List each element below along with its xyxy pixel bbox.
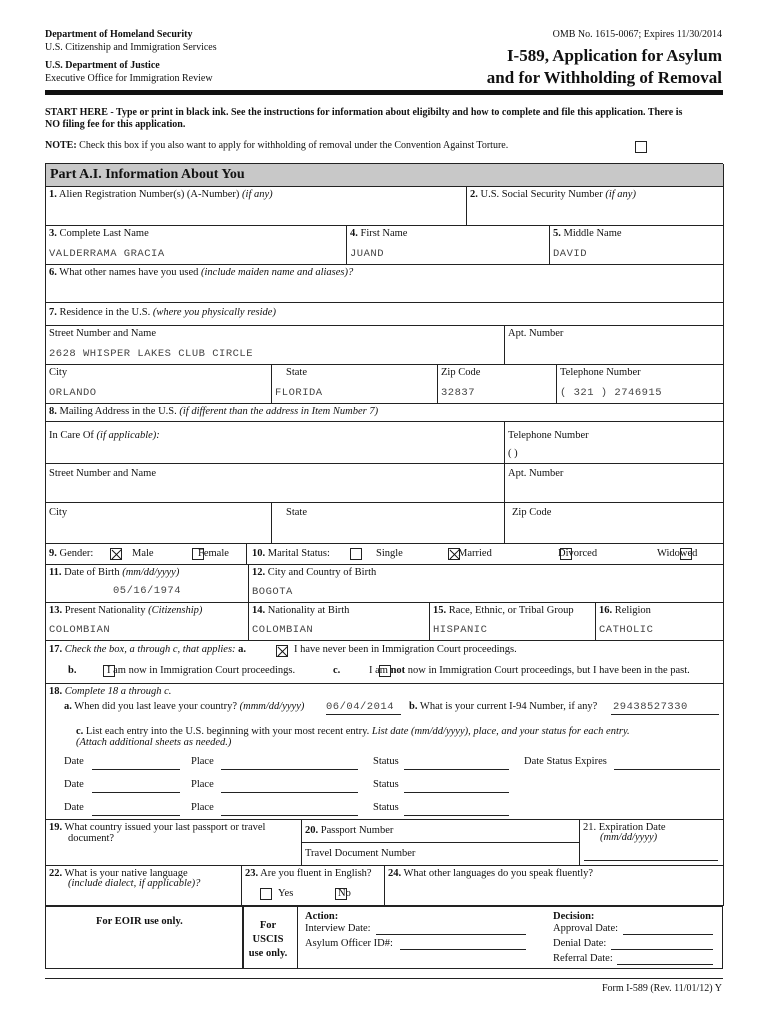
- part-title: Part A.I. Information About You: [50, 167, 245, 182]
- travel-doc-cell[interactable]: Travel Document Number: [302, 843, 580, 866]
- uscis-use-label: For USCIS use only.: [248, 920, 288, 959]
- religion-value: CATHOLIC: [599, 624, 654, 636]
- agency-doj: U.S. Department of Justice: [45, 60, 160, 71]
- cat-withholding-checkbox[interactable]: [635, 141, 647, 153]
- nationality-cell[interactable]: 13. Present Nationality (Citizenship) COLOMBIAN: [46, 603, 249, 641]
- dob-value: 05/16/1974: [113, 585, 182, 597]
- residence-city-cell[interactable]: City ORLANDO: [46, 365, 272, 404]
- mailing-street-cell[interactable]: Street Number and Name: [46, 464, 505, 503]
- approval-date-line[interactable]: [623, 934, 713, 935]
- birth-nationality-value: COLOMBIAN: [252, 624, 314, 636]
- gender-cell: 9. Gender: Male Female: [46, 544, 247, 565]
- officer-id-line[interactable]: [400, 949, 526, 950]
- native-language-cell[interactable]: 22. What is your native language (include dialect, if applicable)?: [46, 866, 242, 906]
- form-title-line1: I-589, Application for Asylum: [506, 46, 722, 65]
- nationality-value: COLOMBIAN: [49, 624, 111, 636]
- residence-street-cell[interactable]: Street Number and Name 2628 WHISPER LAKES CLUB CIRCLE: [46, 326, 505, 365]
- note-label: NOTE:: [45, 140, 77, 151]
- denial-date-label: Denial Date:: [553, 938, 607, 949]
- part-header: [46, 164, 724, 187]
- uscis-divider-right: [297, 907, 298, 969]
- note-line: [45, 140, 508, 151]
- mailing-phone-blank: ( ): [508, 448, 518, 459]
- residence-city-value: ORLANDO: [49, 387, 97, 399]
- mailing-header-cell: 8. Mailing Address in the U.S. (if different than the address in Item Number 7): [46, 404, 724, 422]
- last-left-line: [326, 714, 401, 715]
- birth-city-cell[interactable]: 12. City and Country of Birth BOGOTA: [249, 565, 724, 603]
- birth-city-value: BOGOTA: [252, 586, 293, 598]
- residence-state-value: FLORIDA: [275, 387, 323, 399]
- middle-name-cell[interactable]: 5. Middle Name DAVID: [550, 226, 724, 265]
- i94-line: [611, 714, 719, 715]
- residence-street-value: 2628 WHISPER LAKES CLUB CIRCLE: [49, 348, 254, 360]
- agency-dhs: Department of Homeland Security: [45, 29, 193, 40]
- decision-label: Decision:: [553, 911, 595, 922]
- residence-zip-cell[interactable]: Zip Code 32837: [438, 365, 557, 404]
- other-names-cell[interactable]: 6. What other names have you used (include maiden name and aliases)?: [46, 265, 724, 303]
- gender-male-checkbox[interactable]: [110, 548, 122, 560]
- mailing-apt-cell[interactable]: Apt. Number: [505, 464, 724, 503]
- agency-eoir: Executive Office for Immigration Review: [45, 73, 213, 84]
- omb-number: OMB No. 1615-0067; Expires 11/30/2014: [552, 29, 722, 40]
- mailing-phone-cell[interactable]: Telephone Number ( ): [505, 422, 724, 464]
- referral-date-label: Referral Date:: [553, 953, 613, 964]
- agency-uscis: U.S. Citizenship and Immigration Services: [45, 42, 217, 53]
- race-value: HISPANIC: [433, 624, 488, 636]
- last-name-value: VALDERRAMA GRACIA: [49, 248, 165, 260]
- mailing-city-cell[interactable]: City: [46, 503, 272, 544]
- residence-header-cell: 7. Residence in the U.S. (where you physically reside): [46, 303, 724, 326]
- eoir-use-label: For EOIR use only.: [96, 916, 183, 927]
- passport-country-cell[interactable]: 19. What country issued your last passport or travel document?: [46, 820, 302, 866]
- passport-number-cell[interactable]: 20. Passport Number: [302, 820, 580, 843]
- form-title-line2: and for Withholding of Removal: [486, 68, 722, 87]
- entry-history-cell: 18. Complete 18 a through c. a. When did you last leave your country? (mmm/dd/yyyy) 06/04/2014 b. What is your current I-94 Number, if any? 29438527330 c. List each entry into the U.S. beginning with your most recent entry. List date (mm/dd/yyyy), place, and your status for each entry. (Attach additional sheets as needed.) Date Place Status Date Status Expires Date Place Status Date Place Status: [46, 684, 724, 820]
- form-id: Form I-589 (Rev. 11/01/12) Y: [602, 983, 722, 994]
- office-use-box: [45, 905, 723, 969]
- form-grid: [45, 163, 723, 905]
- marital-cell: 10. Marital Status: Single Married Divorced Widowed: [247, 544, 724, 565]
- note-text: Check this box if you also want to apply for withholding of removal under the Convention Against Torture.: [76, 140, 509, 151]
- race-cell[interactable]: 15. Race, Ethnic, or Tribal Group HISPANIC: [430, 603, 596, 641]
- last-left-value: 06/04/2014: [326, 701, 395, 713]
- residence-apt-cell[interactable]: Apt. Number: [505, 326, 724, 365]
- expiration-cell[interactable]: 21. Expiration Date (mm/dd/yyyy): [580, 820, 724, 866]
- other-languages-cell[interactable]: 24. What other languages do you speak fluently?: [385, 866, 724, 906]
- last-name-cell[interactable]: 3. Complete Last Name VALDERRAMA GRACIA: [46, 226, 347, 265]
- english-fluent-cell: 23. Are you fluent in English? Yes No: [242, 866, 385, 906]
- header-rule: [45, 90, 723, 95]
- action-label: Action:: [305, 911, 339, 922]
- footer-rule: [45, 978, 723, 979]
- residence-zip-value: 32837: [441, 387, 476, 399]
- approval-date-label: Approval Date:: [553, 923, 619, 934]
- alien-number-cell[interactable]: 1. Alien Registration Number(s) (A-Number) (if any): [46, 187, 467, 226]
- residence-phone-cell[interactable]: Telephone Number ( 321 ) 2746915: [557, 365, 724, 404]
- residence-state-cell[interactable]: State FLORIDA: [272, 365, 438, 404]
- interview-date-line[interactable]: [376, 934, 526, 935]
- start-here-text: START HERE - Type or print in black ink. See the instructions for information about eligibilty and how to complete and file this application. There is NO filing fee for this application.: [45, 107, 683, 130]
- i94-value: 29438527330: [613, 701, 688, 713]
- mailing-care-of-cell[interactable]: In Care Of (if applicable):: [46, 422, 505, 464]
- dob-cell[interactable]: 11. Date of Birth (mm/dd/yyyy) 05/16/1974: [46, 565, 249, 603]
- mailing-state-cell[interactable]: State: [272, 503, 505, 544]
- interview-date-label: Interview Date:: [305, 923, 371, 934]
- court-proceedings-cell: 17. Check the box, a through c, that applies: a. I have never been in Immigration Court proceedings. b. I am now in Immigration Court proceedings. c. I am not now in Immigration Court proceedings, but I have been in the past.: [46, 641, 724, 684]
- birth-nationality-cell[interactable]: 14. Nationality at Birth COLOMBIAN: [249, 603, 430, 641]
- residence-phone-value: ( 321 ) 2746915: [560, 387, 663, 399]
- officer-id-label: Asylum Officer ID#:: [305, 938, 393, 949]
- english-yes-checkbox[interactable]: [260, 888, 272, 900]
- ssn-cell[interactable]: 2. U.S. Social Security Number (if any): [467, 187, 724, 226]
- middle-name-value: DAVID: [553, 248, 588, 260]
- marital-single-checkbox[interactable]: [350, 548, 362, 560]
- first-name-value: JUAND: [350, 248, 385, 260]
- referral-date-line[interactable]: [617, 964, 713, 965]
- first-name-cell[interactable]: 4. First Name JUAND: [347, 226, 550, 265]
- court-a-checkbox[interactable]: [276, 645, 288, 657]
- mailing-zip-cell[interactable]: Zip Code: [505, 503, 724, 544]
- denial-date-line[interactable]: [611, 949, 713, 950]
- religion-cell[interactable]: 16. Religion CATHOLIC: [596, 603, 724, 641]
